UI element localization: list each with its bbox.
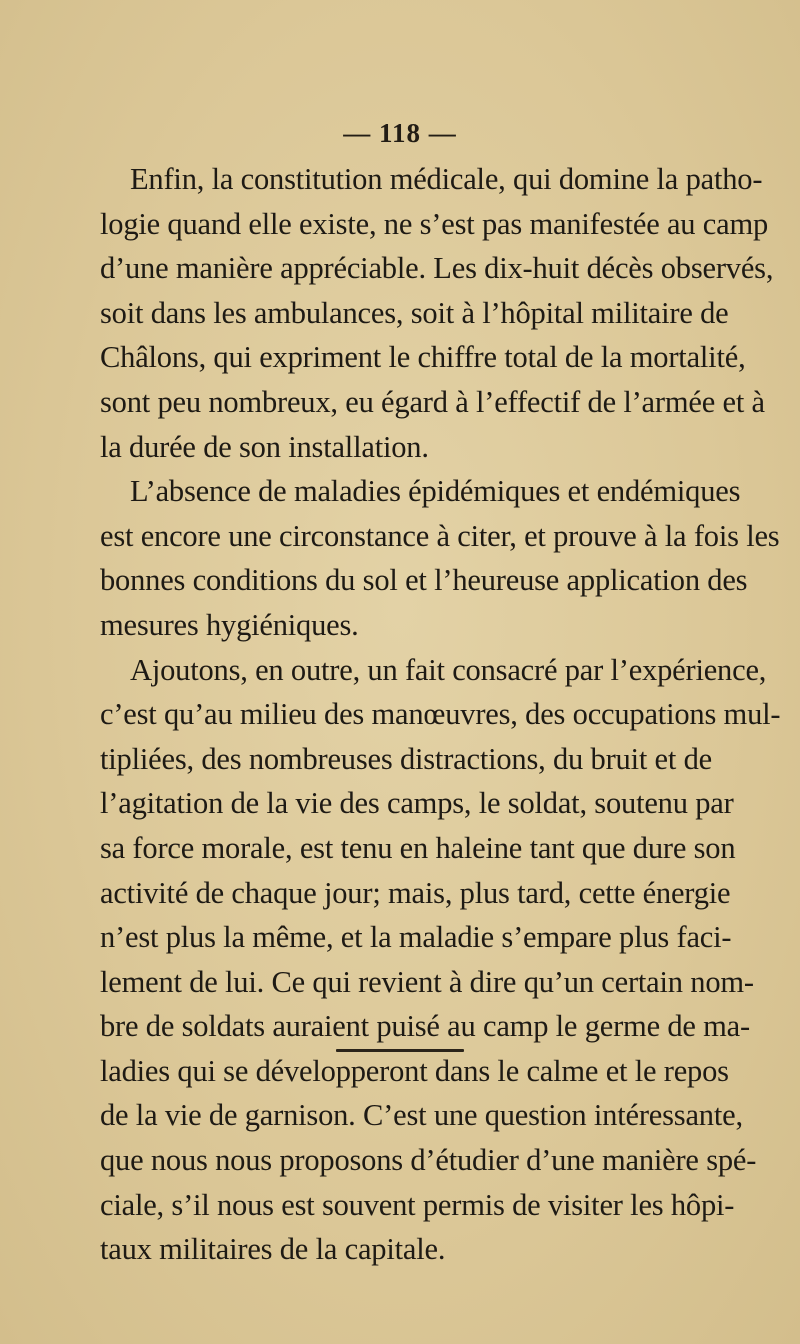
text-line: soit dans les ambulances, soit à l’hôpital militaire de bbox=[100, 295, 729, 330]
text-line: l’agitation de la vie des camps, le soldat, soutenu par bbox=[100, 786, 734, 821]
text-line: d’une manière appréciable. Les dix-huit décès observés, bbox=[100, 251, 774, 286]
text-line: bre de soldats auraient puisé au camp le germe de ma- bbox=[100, 1009, 750, 1044]
body-text bbox=[100, 157, 781, 1272]
text-line: Ajoutons, en outre, un fait consacré par l’expérience, bbox=[130, 652, 767, 687]
text-line: n’est plus la même, et la maladie s’empare plus faci- bbox=[100, 920, 732, 955]
text-line: est encore une circonstance à citer, et prouve à la fois les bbox=[100, 518, 780, 553]
page-number: — 118 — bbox=[343, 118, 457, 148]
section-end-rule bbox=[336, 1049, 464, 1052]
text-line: de la vie de garnison. C’est une question intéressante, bbox=[100, 1098, 743, 1133]
text-line: bonnes conditions du sol et l’heureuse application des bbox=[100, 563, 748, 598]
text-line: ladies qui se développeront dans le calme et le repos bbox=[100, 1053, 729, 1088]
text-line: tipliées, des nombreuses distractions, du bruit et de bbox=[100, 741, 712, 776]
text-line: c’est qu’au milieu des manœuvres, des occupations mul- bbox=[100, 697, 781, 732]
text-line: la durée de son installation. bbox=[100, 429, 429, 464]
text-line: Enfin, la constitution médicale, qui domine la patho- bbox=[130, 162, 763, 196]
text-line: mesures hygiéniques. bbox=[100, 607, 359, 642]
text-line: logie quand elle existe, ne s’est pas manifestée au camp bbox=[100, 206, 769, 241]
text-line: taux militaires de la capitale. bbox=[100, 1232, 446, 1267]
text-line: sa force morale, est tenu en haleine tant que dure son bbox=[100, 830, 736, 865]
text-line: ciale, s’il nous est souvent permis de visiter les hôpi- bbox=[100, 1187, 735, 1222]
text-line: Châlons, qui expriment le chiffre total de la mortalité, bbox=[100, 340, 746, 375]
text-line: sont peu nombreux, eu égard à l’effectif de l’armée et à bbox=[100, 384, 765, 419]
text-line: que nous nous proposons d’étudier d’une manière spé- bbox=[100, 1143, 757, 1178]
text-line: lement de lui. Ce qui revient à dire qu’un certain nom- bbox=[100, 964, 754, 999]
text-line: L’absence de maladies épidémiques et endémiques bbox=[130, 474, 741, 509]
text-line: activité de chaque jour; mais, plus tard, cette énergie bbox=[100, 875, 731, 910]
